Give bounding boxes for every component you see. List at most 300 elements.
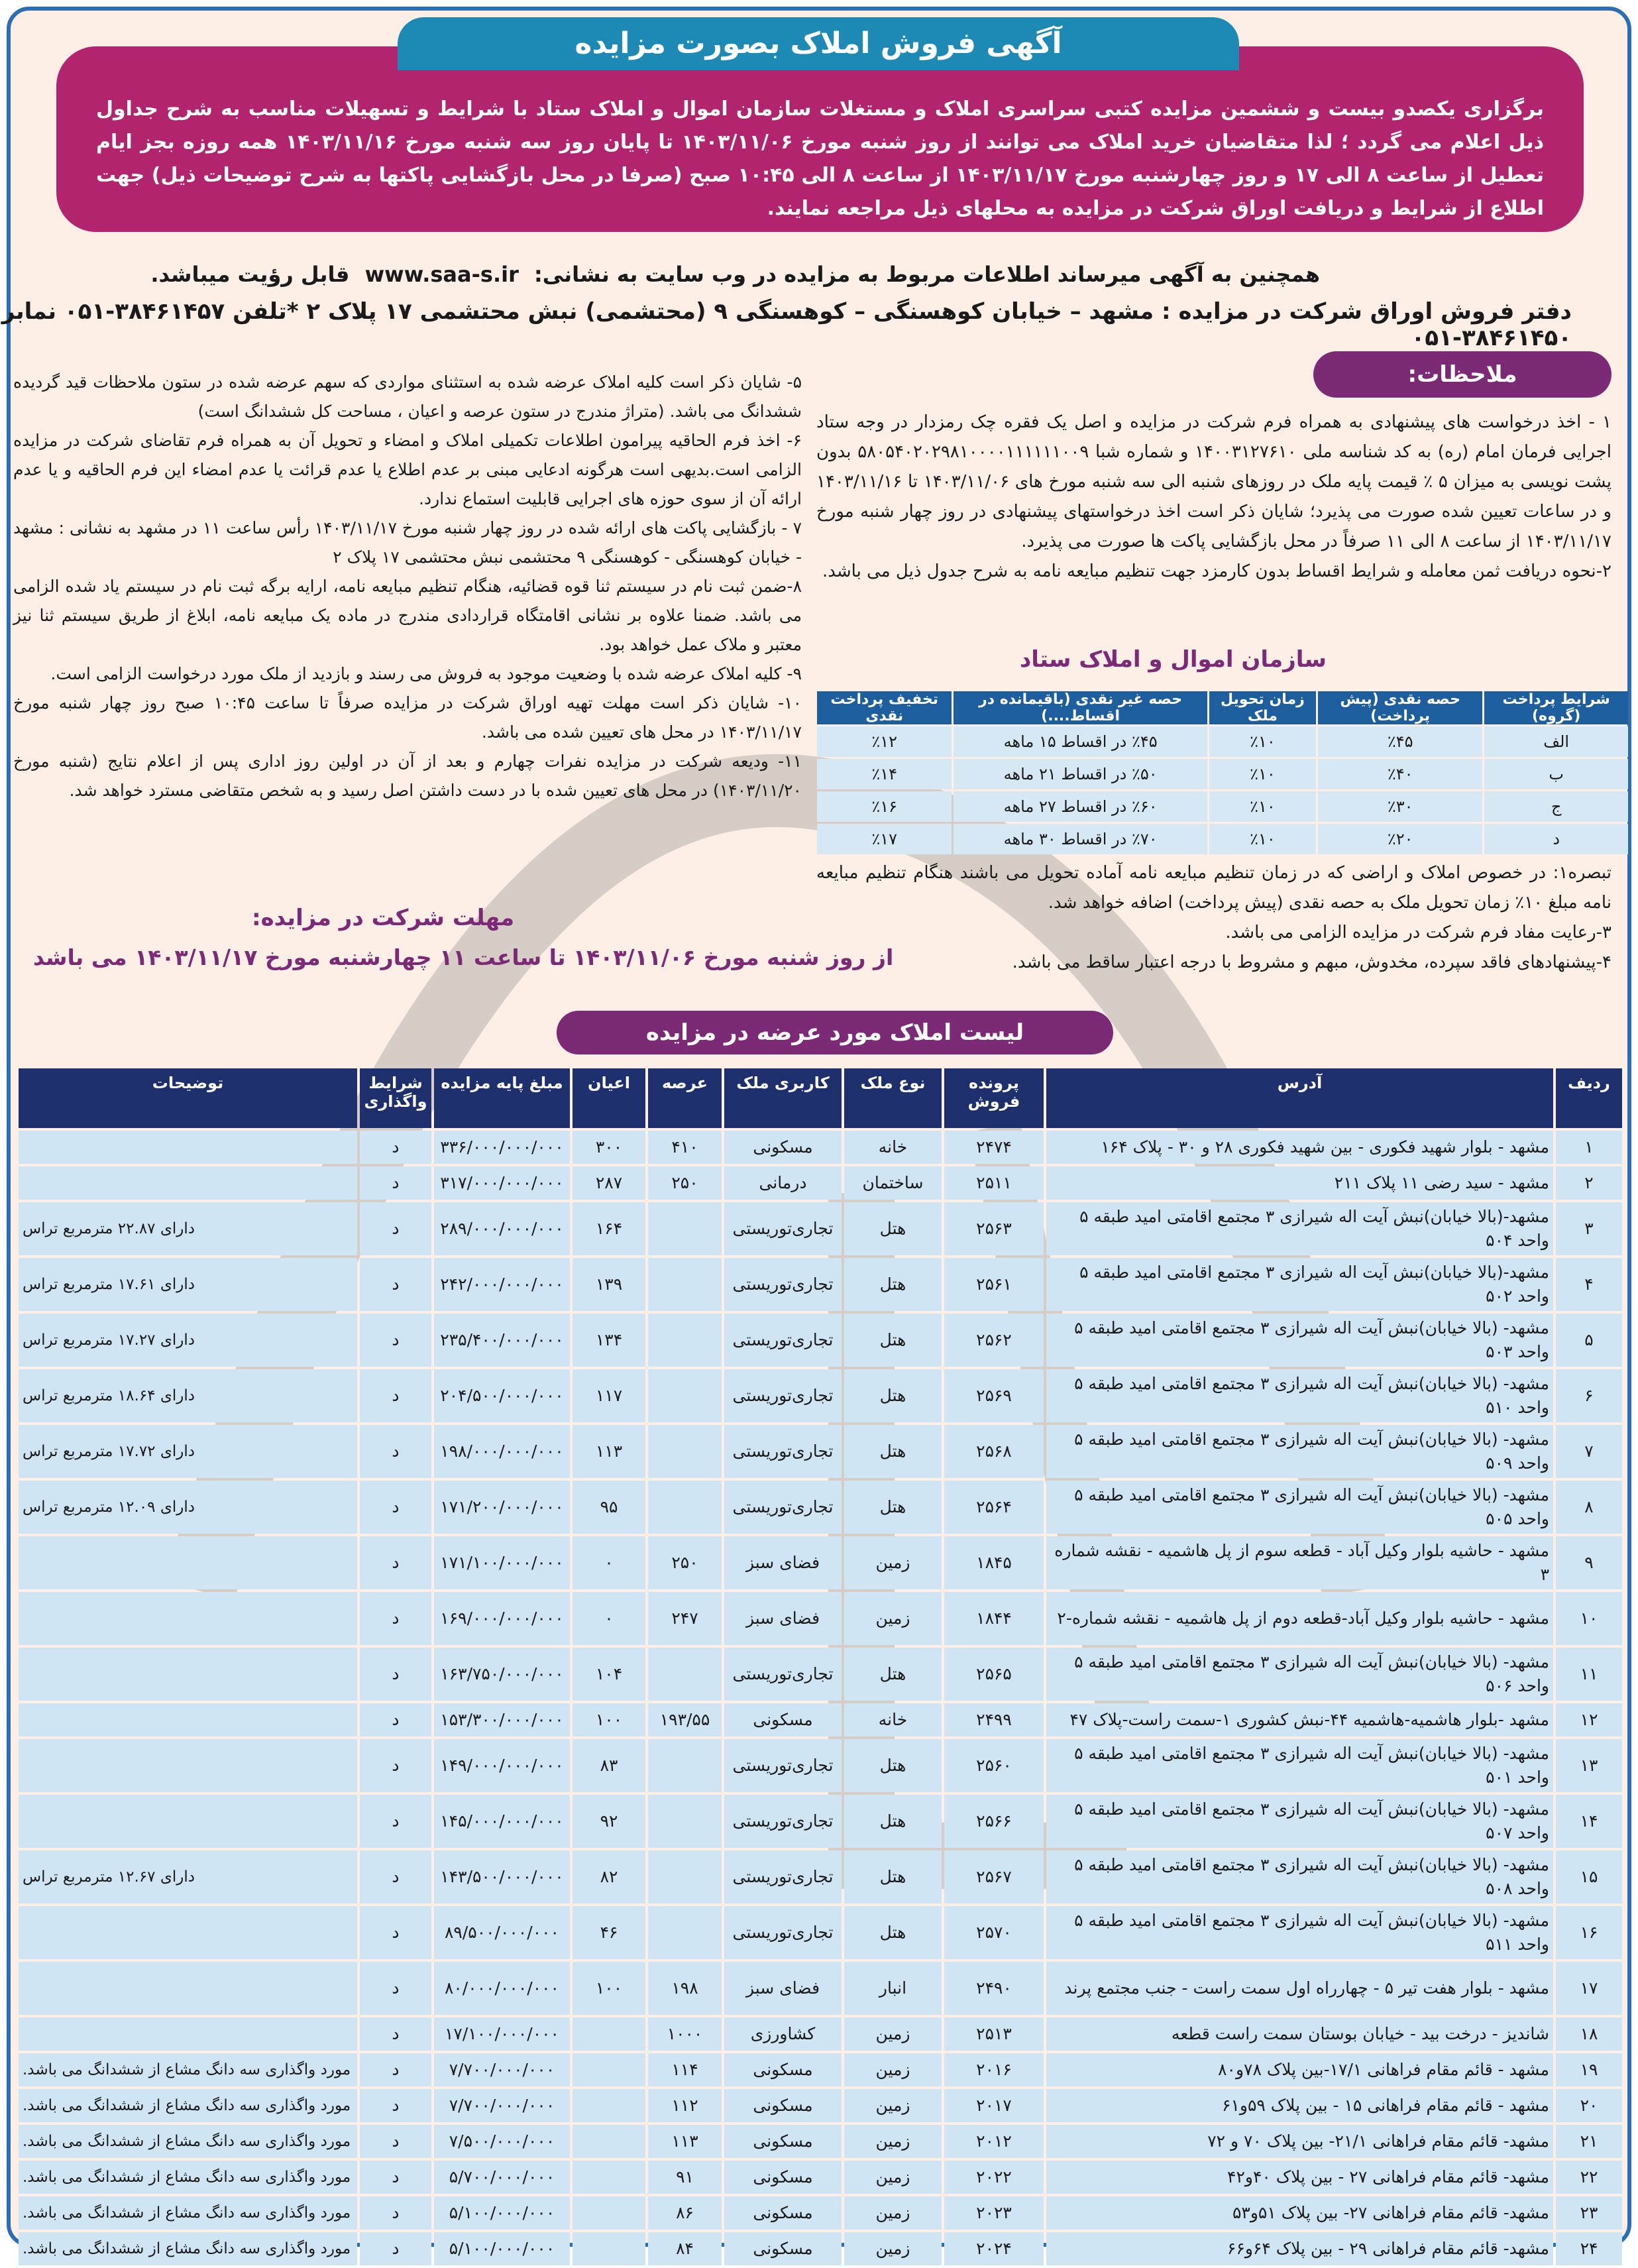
payment-header-row — [817, 691, 1628, 724]
usage-cell: فضای سبز — [724, 1962, 842, 2015]
usage-cell: تجاری‌توریستی — [724, 1369, 842, 1422]
sale-file-cell: ۲۰۱۷ — [944, 2089, 1044, 2122]
row-number-cell: ۲۳ — [1556, 2196, 1622, 2230]
transfer-terms-cell: د — [360, 2017, 431, 2051]
sale-file-cell: ۲۵۶۱ — [944, 1258, 1044, 1311]
base-price-cell: ۵/۷۰۰/۰۰۰/۰۰۰ — [434, 2161, 570, 2194]
description-cell: دارای ۱۲.۰۹ مترمربع تراس — [19, 1481, 357, 1534]
property-type-cell: زمین — [844, 2161, 942, 2194]
row-number-cell: ۱۶ — [1556, 1906, 1622, 1959]
address-cell: مشهد- قائم مقام فراهانی ۲۹ - بین پلاک ۶۴و۶۶ — [1046, 2232, 1553, 2265]
table-row — [19, 1481, 1622, 1534]
payment-cell: ٪۴۵ در اقساط ۱۵ ماهه — [954, 726, 1207, 757]
sale-file-cell: ۲۰۲۴ — [944, 2232, 1044, 2265]
sale-file-cell: ۲۵۶۹ — [944, 1369, 1044, 1422]
table-row — [19, 1592, 1622, 1645]
payment-column-header: تخفیف پرداخت نقدی — [817, 691, 952, 724]
intro-text: برگزاری یکصدو بیست و ششمین مزایده کتبی سراسری املاک و مستغلات سازمان اموال و املاک ستاد با شرایط و تسهیلات مناسب به شرح جداول ذیل اعلام می گردد ؛ لذا متقاضیان خرید املاک می توانند از روز شنبه مورخ ۱۴۰۳/۱۱/۰۶ تا پایان روز سه شنبه مورخ ۱۴۰۳/۱۱/۱۶ همه روزه بجز ایام تعطیل از ساعت ۸ الی ۱۷ و روز چهارشنبه مورخ ۱۴۰۳/۱۱/۱۷ از ساعت ۸ الی ۱۰:۴۵ صبح (صرفا در محل بازگشایی پاکتها به شرح توضیحات ذیل) جهت اطلاع از شرایط و دریافت اوراق شرکت در مزایده به محلهای ذیل مراجعه نمایند. — [96, 97, 1545, 220]
property-table — [16, 1066, 1625, 2268]
description-cell — [19, 1739, 357, 1792]
transfer-terms-cell: د — [360, 2053, 431, 2086]
table-row — [19, 2053, 1622, 2086]
note-7: ۷ - بازگشایی پاکت های ارائه شده در روز چهار شنبه مورخ ۱۴۰۳/۱۱/۱۷ رأس ساعت ۱۱ در مشهد به نشانی : مشهد - خیابان کوهسنگی - کوهسنگی ۹ محتشمی نبش محتشمی ۱۷ پلاک ۲ — [13, 518, 802, 567]
row-number-cell: ۱۹ — [1556, 2053, 1622, 2086]
land-area-cell — [648, 1481, 722, 1534]
land-area-cell — [648, 1906, 722, 1959]
table-row — [19, 1202, 1622, 1255]
property-type-cell: زمین — [844, 2089, 942, 2122]
deadline-title: مهلت شرکت در مزایده: — [252, 905, 515, 931]
website-prefix: همچنین به آگهی میرساند اطلاعات مربوط به مزایده در وب سایت به نشانی: — [533, 262, 1320, 287]
note-3: ۳-رعایت مفاد فرم شرکت در مزایده الزامی می باشد. — [1225, 923, 1611, 942]
description-cell: مورد واگذاری سه دانگ مشاع از ششدانگ می باشد. — [19, 2232, 357, 2265]
payment-cell: ٪۴۰ — [1318, 759, 1482, 789]
base-price-cell: ۲۳۵/۴۰۰/۰۰۰/۰۰۰ — [434, 1314, 570, 1367]
payment-cell: ٪۱۴ — [817, 759, 952, 789]
table-row — [19, 1795, 1622, 1848]
sale-file-cell: ۲۵۷۰ — [944, 1906, 1044, 1959]
transfer-terms-cell: د — [360, 1314, 431, 1367]
property-type-cell: هتل — [844, 1314, 942, 1367]
base-price-cell: ۸۹/۵۰۰/۰۰۰/۰۰۰ — [434, 1906, 570, 1959]
payment-cell: ب — [1484, 759, 1628, 789]
transfer-terms-cell: د — [360, 1703, 431, 1736]
building-area-cell — [573, 2196, 645, 2230]
table-row — [19, 1962, 1622, 2015]
column-header: توضیحات — [19, 1068, 357, 1128]
base-price-cell: ۱۹۸/۰۰۰/۰۰۰/۰۰۰ — [434, 1425, 570, 1478]
note-6: ۶- اخذ فرم الحاقیه پیرامون اطلاعات تکمیلی املاک و امضاء و تحویل آن به همراه فرم تقاضای شرکت در مزایده الزامی است.بدیهی است هرگونه ادعایی مبنی بر عدم اطلاع یا عدم قرائت یا عدم امضاء این فرم الحاقیه و یا عدم ارائه آن از سوی حوزه های اجرایی قابلیت استماع ندارد. — [13, 431, 802, 508]
description-cell: دارای ۱۷.۲۷ مترمربع تراس — [19, 1314, 357, 1367]
transfer-terms-cell: د — [360, 1850, 431, 1903]
payment-cell: ٪۱۷ — [817, 824, 952, 854]
building-area-cell: ۹۲ — [573, 1795, 645, 1848]
row-number-cell: ۹ — [1556, 1536, 1622, 1589]
base-price-cell: ۵/۱۰۰/۰۰۰/۰۰۰ — [434, 2196, 570, 2230]
description-cell: مورد واگذاری سه دانگ مشاع از ششدانگ می باشد. — [19, 2053, 357, 2086]
usage-cell: مسکونی — [724, 2232, 842, 2265]
building-area-cell: ۱۰۰ — [573, 1703, 645, 1736]
column-header: آدرس — [1046, 1068, 1553, 1128]
sale-file-cell: ۱۸۴۴ — [944, 1592, 1044, 1645]
payment-cell: ٪۱۰ — [1209, 759, 1316, 789]
usage-cell: تجاری‌توریستی — [724, 1795, 842, 1848]
building-area-cell: ۸۳ — [573, 1739, 645, 1792]
property-type-cell: هتل — [844, 1369, 942, 1422]
base-price-cell: ۱۷۱/۲۰۰/۰۰۰/۰۰۰ — [434, 1481, 570, 1534]
land-area-cell: ۱۱۲ — [648, 2089, 722, 2122]
table-row — [19, 1369, 1622, 1422]
building-area-cell: ۱۰۴ — [573, 1648, 645, 1701]
website-suffix: قابل رؤیت میباشد. — [150, 262, 350, 287]
transfer-terms-cell: د — [360, 1258, 431, 1311]
row-number-cell: ۱۵ — [1556, 1850, 1622, 1903]
note-11: ۱۱- ودیعه شرکت در مزایده نفرات چهارم و بعد از آن در اولین روز اداری پس از اعلام نتایج (شنبه مورخ ۱۴۰۳/۱۱/۲۰) در محل های تعیین شده با در دست داشتن اصل رسید و به شخص متقاضی مسترد خواهد شد. — [13, 752, 802, 800]
transfer-terms-cell: د — [360, 1166, 431, 1200]
payment-column-header: زمان تحویل ملک — [1209, 691, 1316, 724]
description-cell — [19, 1166, 357, 1200]
description-cell — [19, 1592, 357, 1645]
property-type-cell: هتل — [844, 1258, 942, 1311]
usage-cell: تجاری‌توریستی — [724, 1906, 842, 1959]
address-cell: مشهد - بلوار هفت تیر ۵ - چهارراه اول سمت راست - جنب مجتمع پرند — [1046, 1962, 1553, 2015]
property-type-cell: زمین — [844, 1536, 942, 1589]
notes-right — [816, 408, 1611, 587]
payment-table — [815, 689, 1630, 856]
sale-file-cell: ۲۵۶۰ — [944, 1739, 1044, 1792]
usage-cell: تجاری‌توریستی — [724, 1314, 842, 1367]
property-type-cell: انبار — [844, 1962, 942, 2015]
usage-cell: فضای سبز — [724, 1536, 842, 1589]
base-price-cell: ۱۵۳/۳۰۰/۰۰۰/۰۰۰ — [434, 1703, 570, 1736]
address-cell: مشهد- (بالا خیابان)نبش آیت اله شیرازی ۳ مجتمع اقامتی امید طبقه ۵ واحد ۵۰۶ — [1046, 1648, 1553, 1701]
usage-cell: فضای سبز — [724, 1592, 842, 1645]
row-number-cell: ۵ — [1556, 1314, 1622, 1367]
table-row — [19, 2196, 1622, 2230]
sale-file-cell: ۲۵۶۷ — [944, 1850, 1044, 1903]
payment-column-header: حصه نقدی (پیش پرداخت) — [1318, 691, 1482, 724]
payment-column-header: شرایط پرداخت (گروه) — [1484, 691, 1628, 724]
property-type-cell: هتل — [844, 1481, 942, 1534]
address-cell: مشهد - قائم مقام فراهانی ۱۷/۱-بین پلاک ۷۸و۸۰ — [1046, 2053, 1553, 2086]
building-area-cell: ۴۶ — [573, 1906, 645, 1959]
land-area-cell: ۴۱۰ — [648, 1131, 722, 1164]
land-area-cell — [648, 1425, 722, 1478]
land-area-cell — [648, 1202, 722, 1255]
payment-table-title: سازمان اموال و املاک ستاد — [1019, 646, 1327, 673]
usage-cell: تجاری‌توریستی — [724, 1739, 842, 1792]
row-number-cell: ۲ — [1556, 1166, 1622, 1200]
transfer-terms-cell: د — [360, 1795, 431, 1848]
usage-cell: مسکونی — [724, 2125, 842, 2158]
land-area-cell: ۱۹۳/۵۵ — [648, 1703, 722, 1736]
sale-file-cell: ۲۰۱۶ — [944, 2053, 1044, 2086]
land-area-cell: ۲۵۰ — [648, 1536, 722, 1589]
row-number-cell: ۱۷ — [1556, 1962, 1622, 2015]
address-cell: مشهد- (بالا خیابان)نبش آیت اله شیرازی ۳ مجتمع اقامتی امید طبقه ۵ واحد ۵۰۱ — [1046, 1739, 1553, 1792]
description-cell: مورد واگذاری سه دانگ مشاع از ششدانگ می باشد. — [19, 2089, 357, 2122]
row-number-cell: ۳ — [1556, 1202, 1622, 1255]
row-number-cell: ۲۴ — [1556, 2232, 1622, 2265]
payment-cell: ٪۱۰ — [1209, 824, 1316, 854]
address-cell: مشهد - حاشیه بلوار وکیل آباد - قطعه سوم از پل هاشمیه - نقشه شماره ۳ — [1046, 1536, 1553, 1589]
transfer-terms-cell: د — [360, 1648, 431, 1701]
description-cell: مورد واگذاری سه دانگ مشاع از ششدانگ می باشد. — [19, 2125, 357, 2158]
property-type-cell: خانه — [844, 1703, 942, 1736]
address-cell: مشهد-(بالا خیابان)نبش آیت اله شیرازی ۳ مجتمع اقامتی امید طبقه ۵ واحد ۵۰۴ — [1046, 1202, 1553, 1255]
transfer-terms-cell: د — [360, 2196, 431, 2230]
table-row — [19, 1703, 1622, 1736]
address-cell: مشهد - قائم مقام فراهانی ۱۵ - بین پلاک ۵۹و۶۱ — [1046, 2089, 1553, 2122]
description-cell: دارای ۱۷.۷۲ مترمربع تراس — [19, 1425, 357, 1478]
payment-cell: ٪۱۰ — [1209, 726, 1316, 757]
address-cell: مشهد-(بالا خیابان)نبش آیت اله شیرازی ۳ مجتمع اقامتی امید طبقه ۵ واحد ۵۰۲ — [1046, 1258, 1553, 1311]
base-price-cell: ۷/۷۰۰/۰۰۰/۰۰۰ — [434, 2053, 570, 2086]
table-row — [19, 1166, 1622, 1200]
land-area-cell — [648, 1314, 722, 1367]
column-header: پرونده فروش — [944, 1068, 1044, 1128]
row-number-cell: ۲۰ — [1556, 2089, 1622, 2122]
sale-file-cell: ۲۵۱۳ — [944, 2017, 1044, 2051]
notes-right-2 — [816, 858, 1611, 978]
usage-cell: تجاری‌توریستی — [724, 1202, 842, 1255]
land-area-cell: ۲۵۰ — [648, 1166, 722, 1200]
listing-title: لیست املاک مورد عرضه در مزایده — [557, 1011, 1113, 1054]
description-cell: دارای ۱۸.۶۴ مترمربع تراس — [19, 1369, 357, 1422]
column-header: نوع ملک — [844, 1068, 942, 1128]
usage-cell: درمانی — [724, 1166, 842, 1200]
sale-file-cell: ۲۵۱۱ — [944, 1166, 1044, 1200]
land-area-cell — [648, 1258, 722, 1311]
usage-cell: تجاری‌توریستی — [724, 1425, 842, 1478]
building-area-cell: ۳۰۰ — [573, 1131, 645, 1164]
note-5: ۵- شایان ذکر است کلیه املاک عرضه شده به استثنای مواردی که سهم عرضه شده در ستون ملاحظات قید گردیده ششدانگ می باشد. (متراژ مندرج در ستون عرصه و اعیان ، مساحت کل ششدانگ است) — [13, 372, 802, 421]
description-cell: دارای ۱۷.۶۱ مترمربع تراس — [19, 1258, 357, 1311]
payment-column-header: حصه غیر نقدی (باقیمانده در اقساط....) — [954, 691, 1207, 724]
property-type-cell: زمین — [844, 2125, 942, 2158]
property-type-cell: زمین — [844, 2017, 942, 2051]
base-price-cell: ۱۴۳/۵۰۰/۰۰۰/۰۰۰ — [434, 1850, 570, 1903]
table-row — [19, 2125, 1622, 2158]
land-area-cell: ۱۰۰۰ — [648, 2017, 722, 2051]
note-1: ۱ - اخذ درخواست های پیشنهادی به همراه فرم شرکت در مزایده و اصل یک فقره چک رمزدار در وجه ستاد اجرایی فرمان امام (ره) به کد شناسه ملی ۱۴۰۰۳۱۲۷۶۱۰ و شماره شبا ۵۸۰۵۴۰۲۰۲۹۸۱۰۰۰۰۱۱۱۱۱۱۰۰۹ بدون پشت نویسی به میزان ۵ ٪ قیمت پایه ملک در روزهای شنبه الی سه شنبه مورخ های ۱۴۰۳/۱۱/۰۶ تا ۱۴۰۳/۱۱/۱۶ و در ساعات تعیین شده صورت می پذیرد؛ شایان ذکر است اخذ درخواستهای پیشنهادی در روز چهار شنبه مورخ ۱۴۰۳/۱۱/۱۷ از ساعت ۸ الی ۱۱ صرفاً در محل بازگشایی پاکت ها صورت می پذیرد. — [816, 412, 1612, 551]
column-header: ردیف — [1556, 1068, 1622, 1128]
row-number-cell: ۱۸ — [1556, 2017, 1622, 2051]
transfer-terms-cell: د — [360, 2161, 431, 2194]
sale-file-cell: ۲۵۶۳ — [944, 1202, 1044, 1255]
intro-banner — [56, 46, 1584, 232]
land-area-cell — [648, 1648, 722, 1701]
payment-cell: ٪۵۰ در اقساط ۲۱ ماهه — [954, 759, 1207, 789]
row-number-cell: ۱۱ — [1556, 1648, 1622, 1701]
building-area-cell: ۲۸۷ — [573, 1166, 645, 1200]
transfer-terms-cell: د — [360, 1592, 431, 1645]
usage-cell: تجاری‌توریستی — [724, 1258, 842, 1311]
building-area-cell: ۱۳۹ — [573, 1258, 645, 1311]
usage-cell: تجاری‌توریستی — [724, 1481, 842, 1534]
sale-file-cell: ۲۴۹۹ — [944, 1703, 1044, 1736]
property-type-cell: زمین — [844, 2053, 942, 2086]
base-price-cell: ۱۴۵/۰۰۰/۰۰۰/۰۰۰ — [434, 1795, 570, 1848]
base-price-cell: ۷/۷۰۰/۰۰۰/۰۰۰ — [434, 2089, 570, 2122]
website-line — [150, 262, 1320, 287]
land-area-cell: ۲۴۷ — [648, 1592, 722, 1645]
building-area-cell: ۱۳۴ — [573, 1314, 645, 1367]
payment-cell: ٪۲۰ — [1318, 824, 1482, 854]
table-row — [19, 1739, 1622, 1792]
note-4: ۴-پیشنهادهای فاقد سپرده، مخدوش، مبهم و مشروط با درجه اعتبار ساقط می باشد. — [1012, 952, 1611, 972]
usage-cell: مسکونی — [724, 1703, 842, 1736]
property-type-cell: خانه — [844, 1131, 942, 1164]
sale-file-cell: ۲۵۶۲ — [944, 1314, 1044, 1367]
table-row — [19, 1314, 1622, 1367]
payment-cell: د — [1484, 824, 1628, 854]
table-row — [19, 2232, 1622, 2265]
base-price-cell: ۳۳۶/۰۰۰/۰۰۰/۰۰۰ — [434, 1131, 570, 1164]
base-price-cell: ۸۰/۰۰۰/۰۰۰/۰۰۰ — [434, 1962, 570, 2015]
description-cell — [19, 1906, 357, 1959]
transfer-terms-cell: د — [360, 1369, 431, 1422]
address-cell: مشهد- (بالا خیابان)نبش آیت اله شیرازی ۳ مجتمع اقامتی امید طبقه ۵ واحد ۵۰۳ — [1046, 1314, 1553, 1367]
column-header: شرایط واگذاری — [360, 1068, 431, 1128]
base-price-cell: ۵/۱۰۰/۰۰۰/۰۰۰ — [434, 2232, 570, 2265]
notes-title: ملاحظات: — [1313, 351, 1611, 398]
building-area-cell — [573, 2232, 645, 2265]
description-cell — [19, 1795, 357, 1848]
payment-row — [817, 824, 1628, 854]
table-row — [19, 1648, 1622, 1701]
sale-file-cell: ۱۸۴۵ — [944, 1536, 1044, 1589]
sale-file-cell: ۲۰۱۲ — [944, 2125, 1044, 2158]
payment-cell: ٪۳۰ — [1318, 791, 1482, 822]
base-price-cell: ۱۶۳/۷۵۰/۰۰۰/۰۰۰ — [434, 1648, 570, 1701]
transfer-terms-cell: د — [360, 2125, 431, 2158]
sale-file-cell: ۲۴۷۴ — [944, 1131, 1044, 1164]
table-row — [19, 2161, 1622, 2194]
transfer-terms-cell: د — [360, 1906, 431, 1959]
table-row — [19, 1258, 1622, 1311]
land-area-cell: ۱۱۴ — [648, 2053, 722, 2086]
note-tabsare: تبصره۱: در خصوص املاک و اراضی که در زمان تنظیم مبایعه نامه آماده تحویل می باشند هنگام تنظیم مبایعه نامه مبلغ ۱۰٪ زمان تحویل ملک به حصه نقدی (پیش پرداخت) اضافه خواهد شد. — [816, 863, 1611, 913]
land-area-cell: ۸۴ — [648, 2232, 722, 2265]
transfer-terms-cell: د — [360, 1739, 431, 1792]
building-area-cell — [573, 2017, 645, 2051]
sale-file-cell: ۲۵۶۶ — [944, 1795, 1044, 1848]
table-row — [19, 2017, 1622, 2051]
address-cell: مشهد- (بالا خیابان)نبش آیت اله شیرازی ۳ مجتمع اقامتی امید طبقه ۵ واحد ۵۱۱ — [1046, 1906, 1553, 1959]
land-area-cell — [648, 1850, 722, 1903]
notes-left — [13, 368, 802, 805]
building-area-cell: ۱۰۰ — [573, 1962, 645, 2015]
column-header: اعیان — [573, 1068, 645, 1128]
description-cell — [19, 1962, 357, 2015]
payment-cell: الف — [1484, 726, 1628, 757]
address-cell: مشهد- (بالا خیابان)نبش آیت اله شیرازی ۳ مجتمع اقامتی امید طبقه ۵ واحد ۵۰۹ — [1046, 1425, 1553, 1478]
row-number-cell: ۴ — [1556, 1258, 1622, 1311]
table-row — [19, 1536, 1622, 1589]
usage-cell: مسکونی — [724, 2196, 842, 2230]
base-price-cell: ۲۴۲/۰۰۰/۰۰۰/۰۰۰ — [434, 1258, 570, 1311]
building-area-cell: ۱۱۳ — [573, 1425, 645, 1478]
table-row — [19, 1850, 1622, 1903]
address-cell: مشهد- قائم مقام فراهانی ۲۷- بین پلاک ۵۱و۵۳ — [1046, 2196, 1553, 2230]
payment-cell: ج — [1484, 791, 1628, 822]
address-cell: مشهد -بلوار هاشمیه-هاشمیه ۴۴-نبش کشوری ۱-سمت راست-پلاک ۴۷ — [1046, 1703, 1553, 1736]
transfer-terms-cell: د — [360, 1202, 431, 1255]
land-area-cell: ۸۶ — [648, 2196, 722, 2230]
payment-cell: ٪۱۰ — [1209, 791, 1316, 822]
address-cell: مشهد- قائم مقام فراهانی ۲۱/۱- بین پلاک ۷۰ و ۷۲ — [1046, 2125, 1553, 2158]
property-type-cell: هتل — [844, 1795, 942, 1848]
description-cell — [19, 1648, 357, 1701]
address-cell: مشهد- (بالا خیابان)نبش آیت اله شیرازی ۳ مجتمع اقامتی امید طبقه ۵ واحد ۵۱۰ — [1046, 1369, 1553, 1422]
table-row — [19, 1425, 1622, 1478]
base-price-cell: ۱۷/۱۰۰/۰۰۰/۰۰۰ — [434, 2017, 570, 2051]
sale-file-cell: ۲۵۶۸ — [944, 1425, 1044, 1478]
address-cell: مشهد - سید رضی ۱۱ پلاک ۲۱۱ — [1046, 1166, 1553, 1200]
column-header: کاربری ملک — [724, 1068, 842, 1128]
address-cell: شاندیز - درخت بید - خیابان بوستان سمت راست قطعه — [1046, 2017, 1553, 2051]
building-area-cell: ۹۵ — [573, 1481, 645, 1534]
row-number-cell: ۱ — [1556, 1131, 1622, 1164]
address-cell: مشهد- (بالا خیابان)نبش آیت اله شیرازی ۳ مجتمع اقامتی امید طبقه ۵ واحد ۵۰۷ — [1046, 1795, 1553, 1848]
description-cell: دارای ۱۲.۶۷ مترمربع تراس — [19, 1850, 357, 1903]
payment-cell: ٪۱۶ — [817, 791, 952, 822]
base-price-cell: ۱۶۹/۰۰۰/۰۰۰/۰۰۰ — [434, 1592, 570, 1645]
row-number-cell: ۲۲ — [1556, 2161, 1622, 2194]
property-type-cell: هتل — [844, 1906, 942, 1959]
sale-file-cell: ۲۴۹۰ — [944, 1962, 1044, 2015]
description-cell — [19, 2017, 357, 2051]
table-header-row — [19, 1068, 1622, 1128]
property-type-cell: هتل — [844, 1648, 942, 1701]
transfer-terms-cell: د — [360, 1131, 431, 1164]
address-cell: مشهد- (بالا خیابان)نبش آیت اله شیرازی ۳ مجتمع اقامتی امید طبقه ۵ واحد ۵۰۵ — [1046, 1481, 1553, 1534]
usage-cell: مسکونی — [724, 2089, 842, 2122]
land-area-cell — [648, 1795, 722, 1848]
transfer-terms-cell: د — [360, 1481, 431, 1534]
usage-cell: مسکونی — [724, 1131, 842, 1164]
building-area-cell: ۱۶۴ — [573, 1202, 645, 1255]
building-area-cell — [573, 2089, 645, 2122]
sale-file-cell: ۲۵۶۴ — [944, 1481, 1044, 1534]
base-price-cell: ۱۷۱/۱۰۰/۰۰۰/۰۰۰ — [434, 1536, 570, 1589]
payment-row — [817, 759, 1628, 789]
transfer-terms-cell: د — [360, 1536, 431, 1589]
address-cell: مشهد- (بالا خیابان)نبش آیت اله شیرازی ۳ مجتمع اقامتی امید طبقه ۵ واحد ۵۰۸ — [1046, 1850, 1553, 1903]
usage-cell: مسکونی — [724, 2053, 842, 2086]
sale-file-cell: ۲۰۲۳ — [944, 2196, 1044, 2230]
base-price-cell: ۲۰۴/۵۰۰/۰۰۰/۰۰۰ — [434, 1369, 570, 1422]
building-area-cell — [573, 2161, 645, 2194]
payment-cell: ٪۱۲ — [817, 726, 952, 757]
address-cell: مشهد - بلوار شهید فکوری - بین شهید فکوری ۲۸ و ۳۰ - پلاک ۱۶۴ — [1046, 1131, 1553, 1164]
column-header: عرصه — [648, 1068, 722, 1128]
base-price-cell: ۳۱۷/۰۰۰/۰۰۰/۰۰۰ — [434, 1166, 570, 1200]
transfer-terms-cell: د — [360, 1425, 431, 1478]
description-cell — [19, 1131, 357, 1164]
sale-file-cell: ۲۵۶۵ — [944, 1648, 1044, 1701]
property-type-cell: زمین — [844, 2232, 942, 2265]
base-price-cell: ۲۸۹/۰۰۰/۰۰۰/۰۰۰ — [434, 1202, 570, 1255]
row-number-cell: ۱۴ — [1556, 1795, 1622, 1848]
description-cell: مورد واگذاری سه دانگ مشاع از ششدانگ می باشد. — [19, 2161, 357, 2194]
note-8: ۸-ضمن ثبت نام در سیستم ثنا قوه قضائیه، هنگام تنظیم مبایعه نامه، ارایه برگه ثبت نام در سیستم یاد شده الزامی می باشد. ضمنا علاوه بر نشانی اقامتگاه قراردادی مندرج در ماده یک مبایعه نامه، ابلاغ از طریق سیستم ثنا نیز معتبر و ملاک عمل خواهد بود. — [13, 577, 802, 654]
website-link[interactable]: www.saa-s.ir — [364, 262, 519, 287]
property-type-cell: هتل — [844, 1739, 942, 1792]
description-cell: مورد واگذاری سه دانگ مشاع از ششدانگ می باشد. — [19, 2196, 357, 2230]
usage-cell: تجاری‌توریستی — [724, 1648, 842, 1701]
payment-cell: ٪۶۰ در اقساط ۲۷ ماهه — [954, 791, 1207, 822]
deadline-text: از روز شنبه مورخ ۱۴۰۳/۱۱/۰۶ تا ساعت ۱۱ چهارشنبه مورخ ۱۴۰۳/۱۱/۱۷ می باشد — [33, 944, 894, 970]
description-cell — [19, 1703, 357, 1736]
address-cell: مشهد- قائم مقام فراهانی ۲۷ - بین پلاک ۴۰و۴۲ — [1046, 2161, 1553, 2194]
row-number-cell: ۸ — [1556, 1481, 1622, 1534]
address-cell: مشهد - حاشیه بلوار وکیل آباد-قطعه دوم از پل هاشمیه - نقشه شماره-۲ — [1046, 1592, 1553, 1645]
column-header: مبلغ پایه مزایده — [434, 1068, 570, 1128]
property-type-cell: زمین — [844, 1592, 942, 1645]
row-number-cell: ۷ — [1556, 1425, 1622, 1478]
usage-cell: تجاری‌توریستی — [724, 1850, 842, 1903]
ad-title: آگهی فروش املاک بصورت مزایده — [398, 17, 1239, 70]
building-area-cell — [573, 2053, 645, 2086]
payment-row — [817, 726, 1628, 757]
land-area-cell: ۱۱۳ — [648, 2125, 722, 2158]
property-type-cell: هتل — [844, 1425, 942, 1478]
description-cell — [19, 1536, 357, 1589]
property-type-cell: زمین — [844, 2196, 942, 2230]
sale-file-cell: ۲۰۲۲ — [944, 2161, 1044, 2194]
